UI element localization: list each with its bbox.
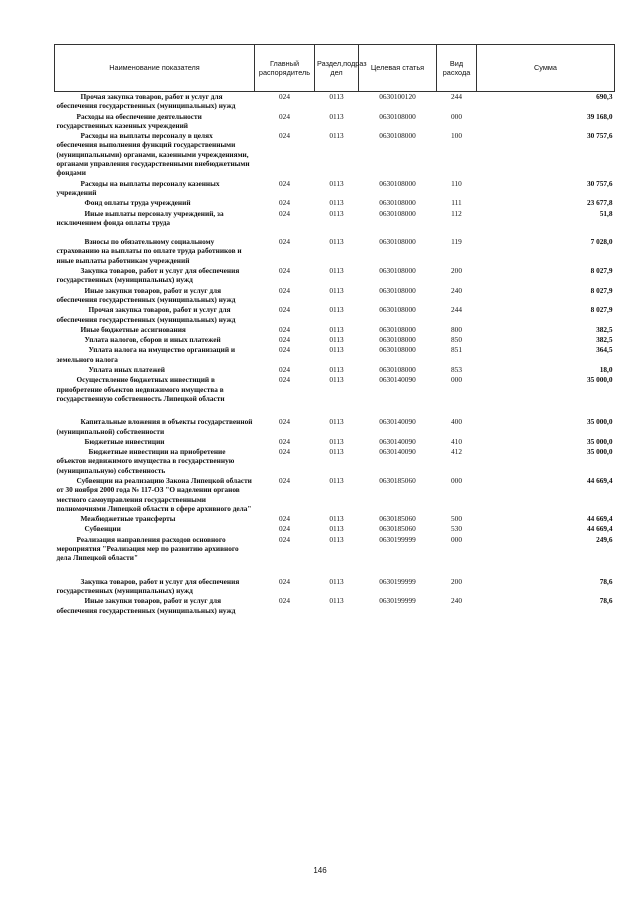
row-name: Субвенции на реализацию Закона Липецкой области от 30 ноября 2000 года № 117-ОЗ "О наделении органов местного самоуправления государственными полномочиями Липецкой области в сфере архивного дела": [56, 475, 252, 513]
table-row: [55, 131, 615, 178]
header-glav: Главный распорядитель: [255, 45, 315, 92]
row-summa: 8 027,9: [590, 285, 613, 295]
row-summa: 249,6: [596, 534, 613, 544]
row-razdel: 0113: [329, 237, 344, 247]
row-celevaya: 0630140090: [379, 417, 416, 427]
table-row: [55, 417, 615, 437]
row-vid: 850: [451, 335, 462, 345]
row-name: Уплата иных платежей: [88, 365, 165, 375]
table-row: [55, 365, 615, 375]
row-summa: 44 669,4: [586, 514, 613, 524]
table-row: [55, 335, 615, 345]
row-razdel: 0113: [329, 596, 344, 606]
row-celevaya: 0630140090: [379, 436, 416, 446]
row-glav: 024: [279, 436, 290, 446]
row-glav: 024: [279, 475, 290, 485]
row-celevaya: 0630140090: [379, 447, 416, 457]
row-summa: 30 757,6: [586, 178, 613, 188]
row-name: Уплата налога на имущество организаций и земельного налога: [56, 345, 236, 364]
row-glav: 024: [279, 345, 290, 355]
row-summa: 382,5: [596, 335, 613, 345]
row-vid: 112: [451, 208, 462, 218]
row-vid: 000: [451, 534, 462, 544]
table-row: [55, 447, 615, 476]
table-row: [55, 237, 615, 266]
row-name: Иные закупки товаров, работ и услуг для обеспечения государственных (муниципальных) нужд: [56, 285, 236, 304]
row-razdel: 0113: [329, 524, 344, 534]
row-vid: 530: [451, 524, 462, 534]
row-name: Закупка товаров, работ и услуг для обеспечения государственных (муниципальных) нужд: [56, 576, 240, 595]
table-row: [55, 112, 615, 132]
table-row: [55, 535, 615, 577]
row-glav: 024: [279, 447, 290, 457]
row-razdel: 0113: [329, 111, 344, 121]
row-glav: 024: [279, 285, 290, 295]
row-summa: 39 168,0: [586, 111, 613, 121]
row-summa: 18,0: [599, 365, 613, 375]
table-row: [55, 92, 615, 112]
row-vid: 240: [451, 285, 462, 295]
row-name: Иные выплаты персоналу учреждений, за исключением фонда оплаты труда: [56, 208, 224, 227]
table-header-row: [55, 45, 615, 92]
row-summa: 44 669,4: [586, 475, 613, 485]
row-razdel: 0113: [329, 576, 344, 586]
row-glav: 024: [279, 514, 290, 524]
row-razdel: 0113: [329, 534, 344, 544]
row-name: Осуществление бюджетных инвестиций в приобретение объектов недвижимого имущества в государственную собственность Липецкой области: [56, 375, 225, 403]
row-name: Прочая закупка товаров, работ и услуг для обеспечения государственных (муниципальных) нужд: [56, 305, 236, 324]
table-row: [55, 266, 615, 286]
row-name: Межбюджетные трансферты: [80, 514, 176, 524]
row-glav: 024: [279, 208, 290, 218]
row-vid: 244: [451, 305, 462, 315]
row-name: Расходы на выплаты персоналу в целях обеспечения выполнения функций государственными (муниципальными) органами, казенными учреждениями, органами управления государственными внебюджетными фондами: [56, 131, 250, 178]
row-razdel: 0113: [329, 178, 344, 188]
table-row: [55, 305, 615, 325]
row-glav: 024: [279, 375, 290, 385]
row-glav: 024: [279, 198, 290, 208]
row-summa: 8 027,9: [590, 305, 613, 315]
row-celevaya: 0630108000: [379, 266, 416, 276]
row-vid: 000: [451, 375, 462, 385]
budget-table: [54, 44, 615, 616]
row-glav: 024: [279, 92, 290, 101]
row-vid: 244: [451, 92, 462, 101]
table-row: [55, 596, 615, 616]
row-celevaya: 0630108000: [379, 131, 416, 141]
row-name: Реализация направления расходов основного мероприятия "Реализация мер по развитию архивного дела Липецкой области": [56, 534, 239, 563]
row-glav: 024: [279, 335, 290, 345]
row-razdel: 0113: [329, 475, 344, 485]
row-celevaya: 0630185060: [379, 524, 416, 534]
row-name: Фонд оплаты труда учреждений: [84, 198, 191, 208]
row-razdel: 0113: [329, 285, 344, 295]
row-celevaya: 0630108000: [379, 335, 416, 345]
row-summa: 23 677,8: [586, 198, 613, 208]
row-glav: 024: [279, 131, 290, 141]
row-glav: 024: [279, 534, 290, 544]
header-vid: Вид расхода: [437, 45, 477, 92]
row-razdel: 0113: [329, 365, 344, 375]
table-body: [55, 92, 615, 616]
header-name: Наименование показателя: [55, 45, 255, 92]
row-celevaya: 0630108000: [379, 345, 416, 355]
row-vid: 000: [451, 475, 462, 485]
table-row: [55, 375, 615, 417]
row-vid: 412: [451, 447, 462, 457]
row-vid: 119: [451, 237, 462, 247]
row-vid: 410: [451, 436, 462, 446]
row-glav: 024: [279, 324, 290, 334]
row-razdel: 0113: [329, 335, 344, 345]
page-number: 146: [313, 866, 327, 875]
row-celevaya: 0630100120: [379, 92, 416, 101]
row-celevaya: 0630199999: [379, 534, 416, 544]
row-summa: 78,6: [599, 576, 613, 586]
row-celevaya: 0630199999: [379, 576, 416, 586]
row-summa: 35 000,0: [586, 417, 613, 427]
row-razdel: 0113: [329, 345, 344, 355]
row-razdel: 0113: [329, 417, 344, 427]
row-celevaya: 0630108000: [379, 208, 416, 218]
row-glav: 024: [279, 596, 290, 606]
row-vid: 500: [451, 514, 462, 524]
row-summa: 44 669,4: [586, 524, 613, 534]
row-razdel: 0113: [329, 305, 344, 315]
row-glav: 024: [279, 365, 290, 375]
row-razdel: 0113: [329, 208, 344, 218]
row-vid: 200: [451, 266, 462, 276]
row-name: Расходы на обеспечение деятельности государственных казенных учреждений: [56, 111, 202, 130]
row-name: Капитальные вложения в объекты государственной (муниципальной) собственности: [56, 417, 253, 436]
row-name: Взносы по обязательному социальному страхованию на выплаты по оплате труда работников и иные выплаты работникам учреждений: [56, 237, 242, 265]
row-glav: 024: [279, 237, 290, 247]
row-razdel: 0113: [329, 92, 344, 101]
row-razdel: 0113: [329, 436, 344, 446]
row-vid: 000: [451, 111, 462, 121]
row-glav: 024: [279, 576, 290, 586]
table-row: [55, 325, 615, 335]
row-celevaya: 0630108000: [379, 324, 416, 334]
row-vid: 853: [451, 365, 462, 375]
row-celevaya: 0630108000: [379, 111, 416, 121]
row-celevaya: 0630108000: [379, 305, 416, 315]
row-name: Уплата налогов, сборов и иных платежей: [84, 335, 221, 345]
row-vid: 200: [451, 576, 462, 586]
row-razdel: 0113: [329, 131, 344, 141]
row-summa: 51,8: [599, 208, 613, 218]
row-name: Иные бюджетные ассигнования: [80, 324, 186, 334]
row-celevaya: 0630185060: [379, 514, 416, 524]
table-row: [55, 209, 615, 238]
row-name: Иные закупки товаров, работ и услуг для обеспечения государственных (муниципальных) нужд: [56, 596, 236, 615]
row-vid: 400: [451, 417, 462, 427]
table-row: [55, 198, 615, 208]
table-row: [55, 286, 615, 306]
row-vid: 111: [451, 198, 462, 208]
row-glav: 024: [279, 266, 290, 276]
row-glav: 024: [279, 417, 290, 427]
row-vid: 100: [451, 131, 462, 141]
table-row: [55, 345, 615, 365]
row-celevaya: 0630140090: [379, 375, 416, 385]
row-celevaya: 0630108000: [379, 365, 416, 375]
row-summa: 35 000,0: [586, 436, 613, 446]
table-row: [55, 437, 615, 447]
row-celevaya: 0630108000: [379, 198, 416, 208]
row-vid: 110: [451, 178, 462, 188]
row-vid: 240: [451, 596, 462, 606]
header-summa: Сумма: [477, 45, 615, 92]
row-name: Бюджетные инвестиции на приобретение объектов недвижимого имущества в государственную (муниципальную) собственность: [56, 447, 235, 475]
table-row: [55, 577, 615, 597]
table-row: [55, 514, 615, 524]
row-summa: 690,3: [596, 92, 613, 101]
row-summa: 35 000,0: [586, 447, 613, 457]
row-summa: 35 000,0: [586, 375, 613, 385]
row-name: Закупка товаров, работ и услуг для обеспечения государственных (муниципальных) нужд: [56, 266, 240, 285]
row-razdel: 0113: [329, 447, 344, 457]
row-razdel: 0113: [329, 266, 344, 276]
row-name: Субвенции: [84, 524, 121, 534]
row-summa: 30 757,6: [586, 131, 613, 141]
header-razdel: Раздел,подраз дел: [315, 45, 359, 92]
row-celevaya: 0630108000: [379, 178, 416, 188]
row-glav: 024: [279, 178, 290, 188]
row-summa: 364,5: [596, 345, 613, 355]
table-row: [55, 179, 615, 199]
row-name: Бюджетные инвестиции: [84, 436, 165, 446]
row-glav: 024: [279, 111, 290, 121]
row-glav: 024: [279, 305, 290, 315]
row-vid: 800: [451, 324, 462, 334]
row-celevaya: 0630108000: [379, 285, 416, 295]
row-summa: 8 027,9: [590, 266, 613, 276]
row-razdel: 0113: [329, 514, 344, 524]
row-glav: 024: [279, 524, 290, 534]
row-vid: 851: [451, 345, 462, 355]
row-summa: 78,6: [599, 596, 613, 606]
row-summa: 382,5: [596, 324, 613, 334]
row-name: Расходы на выплаты персоналу казенных учреждений: [56, 178, 220, 197]
row-celevaya: 0630199999: [379, 596, 416, 606]
table-row: [55, 476, 615, 514]
header-celevaya: Целевая статья: [359, 45, 437, 92]
row-celevaya: 0630185060: [379, 475, 416, 485]
document-page: [54, 44, 614, 616]
row-razdel: 0113: [329, 324, 344, 334]
table-row: [55, 524, 615, 534]
row-celevaya: 0630108000: [379, 237, 416, 247]
row-razdel: 0113: [329, 198, 344, 208]
row-razdel: 0113: [329, 375, 344, 385]
row-summa: 7 028,0: [590, 237, 613, 247]
row-name: Прочая закупка товаров, работ и услуг для обеспечения государственных (муниципальных) нужд: [56, 92, 236, 111]
